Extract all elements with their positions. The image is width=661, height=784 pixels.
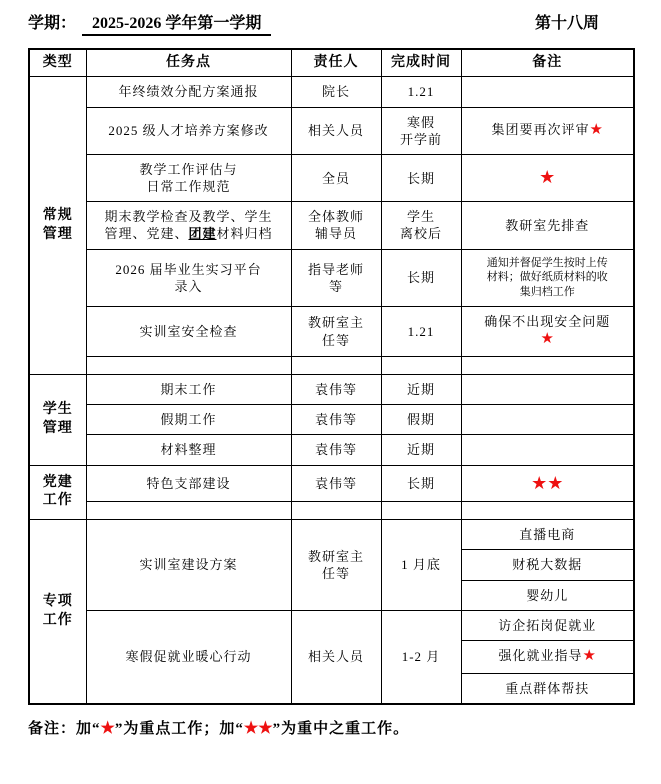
header-note: 备注	[461, 49, 634, 77]
table-row	[29, 307, 634, 357]
star-icon: ★★	[243, 719, 273, 737]
week-label: 第十八周	[534, 15, 599, 32]
table-row	[29, 610, 634, 640]
note-cell: 教研室先排查	[461, 202, 634, 249]
footnote-text: ”为重点工作；加“	[114, 720, 244, 737]
table-row	[29, 520, 634, 550]
footnote	[28, 717, 661, 738]
deadline-cell: 1-2 月	[381, 610, 461, 704]
task-cell: 期末教学检查及教学、学生 管理、党建、团建材料归档	[86, 202, 291, 249]
table-row	[29, 502, 634, 520]
star-icon: ★	[540, 331, 554, 348]
table-row	[29, 154, 634, 201]
deadline-cell: 长期	[381, 465, 461, 502]
note-cell	[461, 465, 634, 502]
task-cell: 期末工作	[86, 375, 291, 405]
table-row	[29, 77, 634, 107]
task-cell: 实训室建设方案	[86, 520, 291, 610]
owner-cell: 院长	[291, 77, 381, 107]
star-icon: ★	[539, 167, 556, 188]
note-cell: 强化就业指导★	[461, 640, 634, 673]
semester-label: 学期：	[28, 15, 77, 32]
deadline-cell: 1.21	[381, 307, 461, 357]
star-icon: ★	[100, 719, 115, 737]
semester-value: 2025-2026 学年第一学期	[82, 10, 271, 36]
owner-cell: 袁伟等	[291, 405, 381, 435]
type-cell: 常规 管理	[29, 77, 86, 375]
type-cell: 党建 工作	[29, 465, 86, 520]
table-row	[29, 107, 634, 154]
deadline-cell	[381, 357, 461, 375]
deadline-cell: 1.21	[381, 77, 461, 107]
star-icon: ★	[589, 121, 603, 138]
note-cell	[461, 77, 634, 107]
task-emphasis: 团建	[188, 226, 217, 242]
owner-cell: 指导老师 等	[291, 249, 381, 307]
note-cell: 集团要再次评审★	[461, 107, 634, 154]
task-cell: 2025 级人才培养方案修改	[86, 107, 291, 154]
task-cell: 材料整理	[86, 435, 291, 465]
task-cell: 实训室安全检查	[86, 307, 291, 357]
owner-cell	[291, 502, 381, 520]
table-row	[29, 357, 634, 375]
task-cell	[86, 357, 291, 375]
header-owner: 责任人	[291, 49, 381, 77]
header-row	[29, 49, 634, 77]
deadline-cell: 寒假 开学前	[381, 107, 461, 154]
star-icon: ★	[582, 647, 596, 664]
note-cell: 重点群体帮扶	[461, 673, 634, 704]
table-row	[29, 435, 634, 465]
owner-cell: 袁伟等	[291, 465, 381, 502]
semester-title	[28, 10, 271, 36]
document-title-row	[28, 10, 633, 36]
deadline-cell: 假期	[381, 405, 461, 435]
note-cell: 直播电商	[461, 520, 634, 550]
table-row	[29, 375, 634, 405]
note-cell	[461, 357, 634, 375]
note-cell: 通知并督促学生按时上传 材料；做好纸质材料的收 集归档工作	[461, 249, 634, 307]
deadline-cell: 1 月底	[381, 520, 461, 610]
table-row	[29, 249, 634, 307]
table-row	[29, 465, 634, 502]
note-cell: 财税大数据	[461, 550, 634, 580]
type-cell: 专项 工作	[29, 520, 86, 704]
note-cell	[461, 405, 634, 435]
table-row	[29, 405, 634, 435]
deadline-cell: 学生 离校后	[381, 202, 461, 249]
note-cell	[461, 154, 634, 201]
note-cell	[461, 502, 634, 520]
task-cell: 特色支部建设	[86, 465, 291, 502]
task-cell	[86, 502, 291, 520]
header-deadline: 完成时间	[381, 49, 461, 77]
footnote-text: 备注：加“	[28, 720, 101, 737]
task-cell: 假期工作	[86, 405, 291, 435]
table-body	[29, 77, 634, 704]
task-cell: 寒假促就业暖心行动	[86, 610, 291, 704]
owner-cell: 相关人员	[291, 610, 381, 704]
owner-cell: 教研室主 任等	[291, 520, 381, 610]
header-type: 类型	[29, 49, 86, 77]
type-cell: 学生 管理	[29, 375, 86, 465]
note-cell: 婴幼儿	[461, 580, 634, 610]
task-cell: 2026 届毕业生实习平台 录入	[86, 249, 291, 307]
header-task: 任务点	[86, 49, 291, 77]
owner-cell: 全员	[291, 154, 381, 201]
task-cell: 年终绩效分配方案通报	[86, 77, 291, 107]
note-cell: 访企拓岗促就业	[461, 610, 634, 640]
owner-cell: 相关人员	[291, 107, 381, 154]
note-cell	[461, 375, 634, 405]
note-cell	[461, 435, 634, 465]
owner-cell: 全体教师 辅导员	[291, 202, 381, 249]
owner-cell	[291, 357, 381, 375]
deadline-cell: 近期	[381, 435, 461, 465]
deadline-cell: 长期	[381, 154, 461, 201]
table-row	[29, 202, 634, 249]
deadline-cell: 近期	[381, 375, 461, 405]
deadline-cell: 长期	[381, 249, 461, 307]
star-icon: ★★	[531, 472, 564, 493]
owner-cell: 袁伟等	[291, 375, 381, 405]
note-cell: 确保不出现安全问题 ★	[461, 307, 634, 357]
table-header	[29, 49, 634, 77]
deadline-cell	[381, 502, 461, 520]
schedule-table	[28, 48, 635, 705]
footnote-text: ”为重中之重工作。	[272, 720, 410, 737]
owner-cell: 教研室主 任等	[291, 307, 381, 357]
task-cell: 教学工作评估与 日常工作规范	[86, 154, 291, 201]
owner-cell: 袁伟等	[291, 435, 381, 465]
